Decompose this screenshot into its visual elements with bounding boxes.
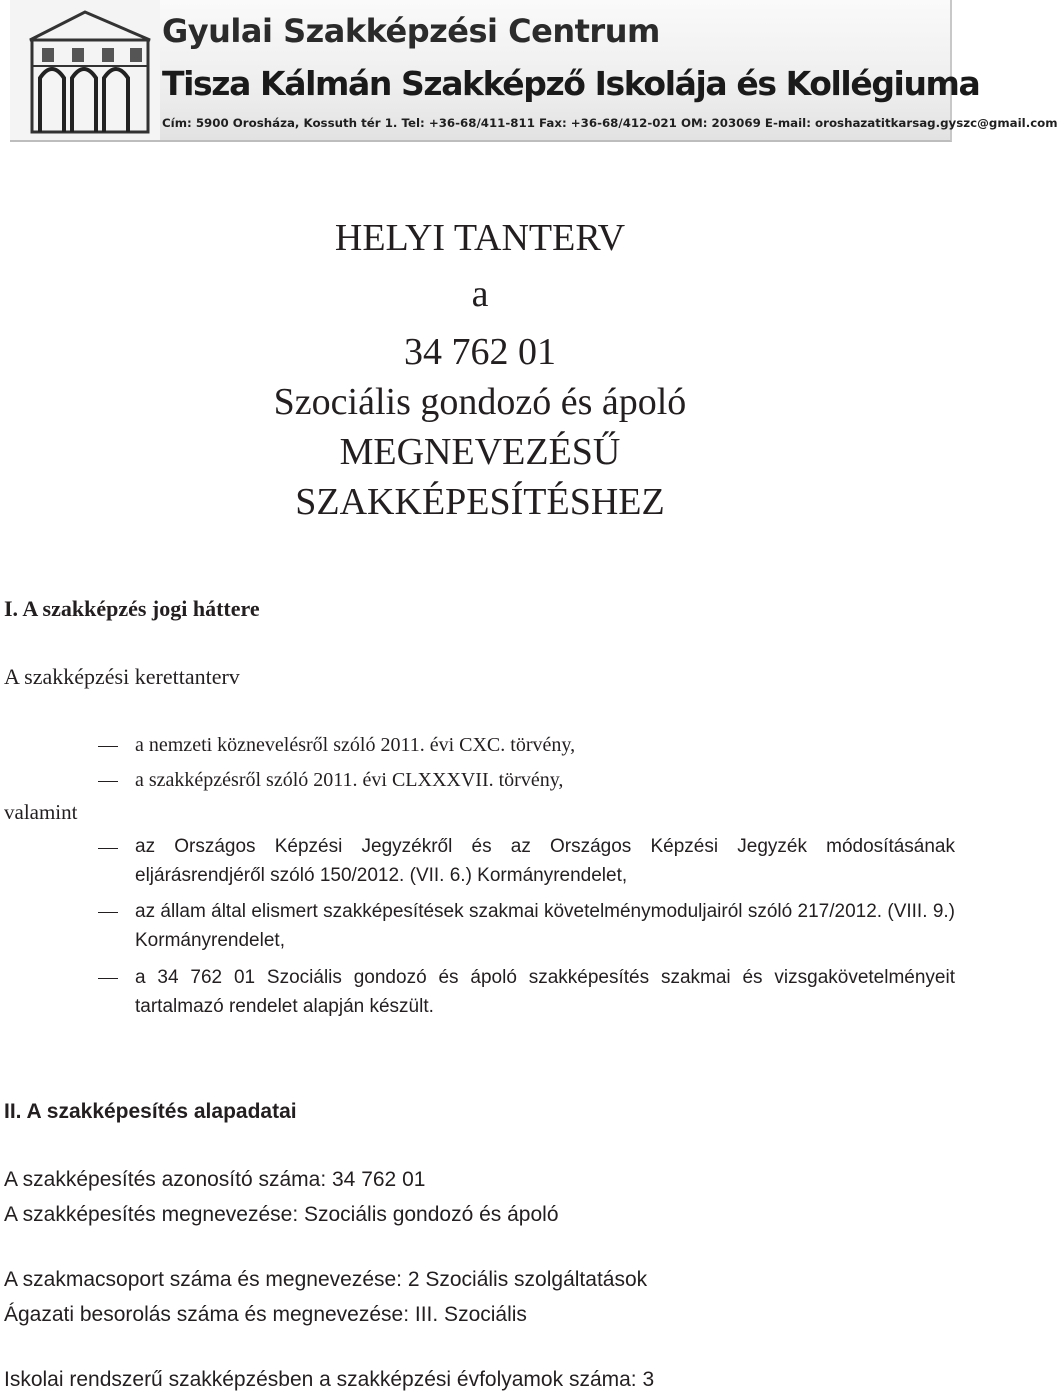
list-item: az Országos Képzési Jegyzékről és az Országos Képzési Jegyzék módosításának eljárásrendjéről szóló 150/2012. (VII. 6.) Kormányrendelet, — [135, 836, 955, 886]
school-building-icon — [10, 0, 160, 140]
list-item: a nemzeti köznevelésről szóló 2011. évi CXC. törvény, — [135, 734, 576, 756]
section1-intro: A szakképzési kerettanterv — [4, 664, 240, 689]
title-for-qualification: SZAKKÉPESÍTÉSHEZ — [295, 481, 665, 523]
title-qualification: Szociális gondozó és ápoló — [273, 381, 687, 423]
doc-title: HELYI TANTERV — [334, 217, 626, 259]
list-dash — [98, 848, 118, 849]
list-item: a szakképzésről szóló 2011. évi CLXXXVII. törvény, — [135, 769, 564, 791]
title-code: 34 762 01 — [404, 331, 556, 373]
header-banner — [10, 0, 1058, 142]
list-item: a 34 762 01 Szociális gondozó és ápoló szakképesítés szakmai és vizsgakövetelményeit tartalmazó rendelet alapján készült. — [135, 967, 955, 1017]
basic-data-line: Iskolai rendszerű szakképzésben a szakképzési évfolyamok száma: 3 — [4, 1368, 655, 1391]
title-named: MEGNEVEZÉSŰ — [339, 431, 621, 473]
basic-data-line: A szakképesítés azonosító száma: 34 762 01 — [4, 1168, 426, 1191]
list-dash — [98, 912, 118, 913]
title-article: a — [471, 273, 489, 315]
list-dash — [98, 746, 118, 747]
section1-heading: I. A szakképzés jogi háttere — [4, 596, 260, 621]
contact-line: Cím: 5900 Orosháza, Kossuth tér 1. Tel: +36-68/411-811 Fax: +36-68/412-021 OM: 203069 E-mail: oroshazatitkarsag.gyszc@gmail.com — [162, 116, 1058, 130]
list-dash — [98, 978, 118, 979]
section2-heading: II. A szakképesítés alapadatai — [4, 1100, 297, 1123]
org-name: Gyulai Szakképzési Centrum — [162, 12, 660, 50]
list-dash — [98, 781, 118, 782]
list-item: az állam által elismert szakképesítések szakmai követelménymoduljairól szóló 217/2012. (VIII. 9.) Kormányrendelet, — [135, 901, 955, 951]
basic-data-line: A szakmacsoport száma és megnevezése: 2 Szociális szolgáltatások — [4, 1268, 648, 1291]
connector-text: valamint — [4, 800, 78, 824]
basic-data-line: A szakképesítés megnevezése: Szociális gondozó és ápoló — [4, 1203, 559, 1226]
school-name: Tisza Kálmán Szakképző Iskolája és Kollégiuma — [162, 64, 980, 103]
basic-data-line: Ágazati besorolás száma és megnevezése: III. Szociális — [4, 1303, 527, 1326]
